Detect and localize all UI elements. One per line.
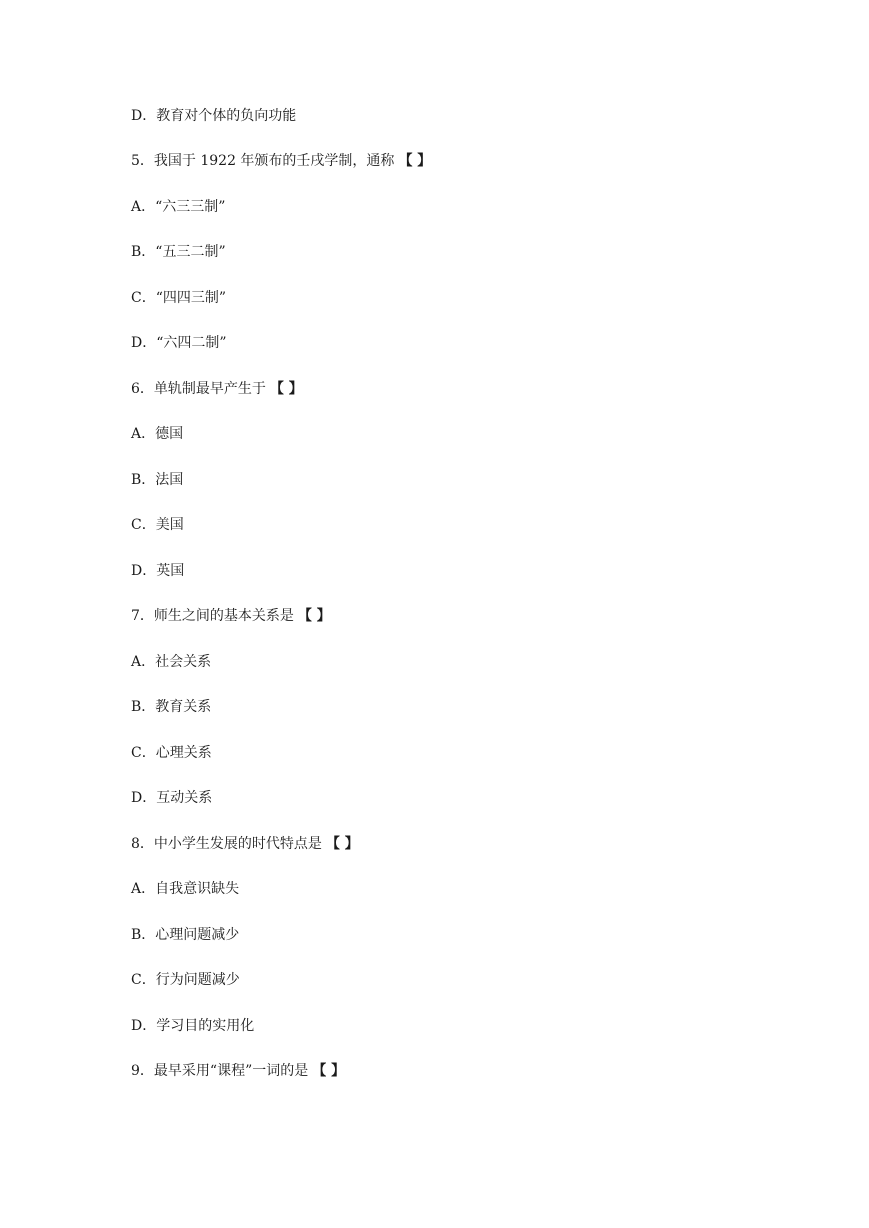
option-7c: C．心理关系 bbox=[131, 745, 212, 761]
answer-bracket: 【 】 bbox=[312, 1063, 346, 1079]
option-5a: A．“六三三制” bbox=[131, 199, 226, 215]
option-7a: A．社会关系 bbox=[131, 654, 212, 670]
question-8: 8．中小学生发展的时代特点是 【 】 bbox=[131, 836, 359, 852]
option-5d: D．“六四二制” bbox=[131, 335, 227, 351]
option-8c: C．行为问题减少 bbox=[131, 972, 240, 988]
option-5c: C．“四四三制” bbox=[131, 290, 227, 306]
question-6: 6．单轨制最早产生于 【 】 bbox=[131, 381, 303, 397]
option-8a: A．自我意识缺失 bbox=[131, 881, 240, 897]
option-4d: D．教育对个体的负向功能 bbox=[131, 108, 297, 124]
option-6d: D．英国 bbox=[131, 563, 185, 579]
answer-bracket: 【 】 bbox=[297, 608, 331, 624]
answer-bracket: 【 】 bbox=[269, 381, 303, 397]
question-7: 7．师生之间的基本关系是 【 】 bbox=[131, 608, 331, 624]
option-5b: B．“五三二制” bbox=[131, 244, 226, 260]
option-8b: B．心理问题减少 bbox=[131, 927, 240, 943]
option-7d: D．互动关系 bbox=[131, 790, 213, 806]
option-8d: D．学习目的实用化 bbox=[131, 1018, 255, 1034]
answer-bracket: 【 】 bbox=[325, 836, 359, 852]
option-7b: B．教育关系 bbox=[131, 699, 212, 715]
option-6b: B．法国 bbox=[131, 472, 184, 488]
question-5: 5．我国于 1922 年颁布的壬戌学制，通称 【 】 bbox=[131, 153, 432, 169]
answer-bracket: 【 】 bbox=[398, 153, 432, 169]
question-9: 9．最早采用“课程”一词的是 【 】 bbox=[131, 1063, 346, 1079]
option-6c: C．美国 bbox=[131, 517, 184, 533]
option-6a: A．德国 bbox=[131, 426, 184, 442]
